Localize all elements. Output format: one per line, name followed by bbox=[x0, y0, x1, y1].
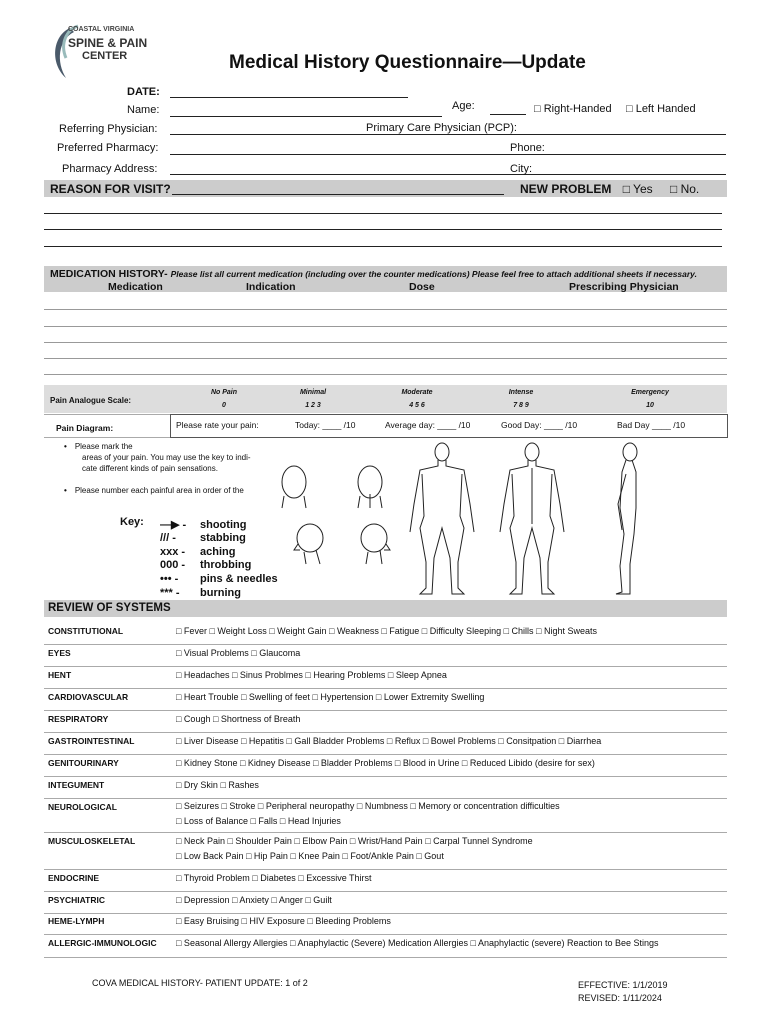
new-problem-yes-checkbox[interactable]: □ Yes bbox=[622, 182, 653, 196]
key-row-aching bbox=[160, 546, 235, 558]
pharmacy-address-field[interactable] bbox=[170, 174, 726, 175]
pain-level-minimal bbox=[273, 389, 353, 409]
ros-line: □ Seizures □ Stroke □ Peripheral neuropathy □ Numbness □ Memory or concentration difficulties bbox=[176, 801, 560, 811]
ros-options[interactable] bbox=[176, 690, 484, 705]
pain-diagram-label: Pain Diagram: bbox=[56, 423, 114, 433]
body-back-icon bbox=[500, 443, 564, 594]
pain-level-nums: 1 2 3 bbox=[305, 402, 321, 409]
ros-category: MUSCULOSKELETAL bbox=[48, 836, 136, 846]
medication-instruction: Please list all current medication (including over the counter medications) Please feel free to attach additional sheets if necessary. bbox=[170, 269, 697, 279]
med-col-indication: Indication bbox=[246, 281, 296, 293]
ros-options[interactable] bbox=[176, 712, 300, 727]
ros-line: □ Neck Pain □ Shoulder Pain □ Elbow Pain □ Wrist/Hand Pain □ Carpal Tunnel Syndrome bbox=[176, 836, 533, 846]
ros-options[interactable] bbox=[176, 914, 391, 929]
ros-line: □ Heart Trouble □ Swelling of feet □ Hypertension □ Lower Extremity Swelling bbox=[176, 692, 485, 702]
ros-band bbox=[44, 600, 727, 617]
pain-level-name: No Pain bbox=[210, 389, 238, 396]
key-text: stabbing bbox=[200, 532, 246, 544]
ros-options[interactable] bbox=[176, 871, 372, 886]
key-row-throbbing bbox=[160, 559, 251, 571]
ros-row-hent bbox=[44, 667, 727, 689]
ros-options[interactable] bbox=[176, 756, 595, 771]
ros-row-eyes bbox=[44, 645, 727, 667]
pain-scale-band bbox=[44, 385, 727, 413]
pain-good-day-field[interactable]: Good Day: ____ /10 bbox=[501, 420, 578, 430]
ros-row-integument bbox=[44, 777, 727, 799]
name-label: Name: bbox=[127, 104, 160, 116]
key-text: pins & needles bbox=[200, 573, 278, 585]
pain-level-intense bbox=[481, 389, 561, 409]
logo-line3: CENTER bbox=[82, 50, 128, 62]
new-problem-label: NEW PROBLEM bbox=[520, 182, 612, 196]
ros-options[interactable] bbox=[176, 799, 560, 829]
ros-line: □ Cough □ Shortness of Breath bbox=[176, 714, 301, 724]
reason-line-3[interactable] bbox=[44, 246, 722, 247]
ros-line: □ Visual Problems □ Glaucoma bbox=[176, 648, 301, 658]
ros-row-endocrine bbox=[44, 870, 727, 892]
head-front-icon bbox=[282, 466, 306, 508]
medication-row[interactable] bbox=[44, 358, 727, 359]
ros-line: □ Fever □ Weight Loss □ Weight Gain □ Weakness □ Fatigue □ Difficulty Sleeping □ Chills □ Night Sweats bbox=[176, 626, 597, 636]
age-label: Age: bbox=[452, 100, 475, 112]
date-field[interactable] bbox=[170, 97, 408, 98]
med-col-medication: Medication bbox=[108, 281, 163, 293]
ros-row-heme-lymph bbox=[44, 913, 727, 935]
ros-line: □ Thyroid Problem □ Diabetes □ Excessive Thirst bbox=[176, 873, 372, 883]
pain-level-nums: 10 bbox=[646, 402, 654, 409]
pain-level-nums: 0 bbox=[222, 402, 226, 409]
pain-level-nums: 7 8 9 bbox=[513, 402, 529, 409]
pain-rate-label: Please rate your pain: bbox=[176, 420, 259, 430]
med-col-dose: Dose bbox=[409, 281, 435, 293]
key-text: aching bbox=[200, 546, 236, 558]
pain-average-field[interactable]: Average day: ____ /10 bbox=[385, 420, 471, 430]
key-row-stabbing bbox=[160, 532, 246, 544]
city-label: City: bbox=[510, 163, 532, 175]
new-problem-group bbox=[520, 182, 699, 196]
referring-physician-field[interactable] bbox=[170, 134, 726, 135]
body-front-icon bbox=[410, 443, 474, 594]
key-text: throbbing bbox=[200, 559, 252, 571]
body-side-icon bbox=[616, 443, 637, 594]
key-text: burning bbox=[200, 587, 241, 599]
page-title: Medical History Questionnaire—Update bbox=[229, 52, 586, 73]
medication-row[interactable] bbox=[44, 326, 727, 327]
ros-options[interactable] bbox=[176, 936, 659, 951]
key-label: Key: bbox=[120, 516, 144, 528]
key-symbol: xxx - bbox=[160, 546, 186, 558]
ros-options[interactable] bbox=[176, 893, 332, 908]
reason-line-1[interactable] bbox=[44, 213, 722, 214]
ros-row-musculoskeletal bbox=[44, 833, 727, 870]
ros-options[interactable] bbox=[176, 834, 533, 864]
key-row-burning bbox=[160, 587, 241, 599]
key-symbol: —▶ - bbox=[160, 519, 187, 531]
pain-level-name: Moderate bbox=[401, 389, 433, 396]
ros-category: EYES bbox=[48, 648, 71, 658]
pain-level-name: Emergency bbox=[631, 389, 669, 396]
age-field[interactable] bbox=[490, 114, 526, 115]
pain-level-moderate bbox=[377, 389, 457, 409]
reason-line-2[interactable] bbox=[44, 229, 722, 230]
pain-level-name: Minimal bbox=[299, 389, 327, 396]
phone-label: Phone: bbox=[510, 142, 545, 154]
pharmacy-label: Preferred Pharmacy: bbox=[57, 142, 159, 154]
pain-instruction-2-text: Please number each painful area in order of the bbox=[74, 486, 244, 495]
date-label: DATE: bbox=[127, 86, 160, 98]
reason-field[interactable] bbox=[172, 194, 504, 195]
pain-rate-box bbox=[170, 414, 728, 438]
logo-line2: SPINE & PAIN bbox=[68, 36, 148, 50]
medication-title-text: MEDICATION HISTORY- bbox=[50, 268, 168, 280]
logo-line1: COASTAL VIRGINIA bbox=[68, 26, 135, 33]
right-handed-checkbox[interactable]: □ Right-Handed bbox=[534, 103, 612, 115]
medication-row[interactable] bbox=[44, 374, 727, 375]
medication-band bbox=[44, 266, 727, 292]
medication-row[interactable] bbox=[44, 309, 727, 310]
key-symbol: *** - bbox=[160, 587, 180, 599]
ros-row-neurological bbox=[44, 799, 727, 833]
ros-category: NEUROLOGICAL bbox=[48, 802, 117, 812]
ros-title: REVIEW OF SYSTEMS bbox=[48, 602, 171, 614]
head-back-icon bbox=[358, 466, 382, 508]
ros-category: CARDIOVASCULAR bbox=[48, 692, 129, 702]
ros-options[interactable] bbox=[176, 668, 447, 683]
ros-category: RESPIRATORY bbox=[48, 714, 109, 724]
ros-line: □ Seasonal Allergy Allergies □ Anaphylactic (Severe) Medication Allergies □ Anaphylactic (severe) Reaction to Bee Stings bbox=[176, 938, 659, 948]
ros-line: □ Depression □ Anxiety □ Anger □ Guilt bbox=[176, 895, 332, 905]
pain-instruction-2: • Please number each painful area in order of the bbox=[64, 486, 244, 495]
ros-row-cardiovascular bbox=[44, 689, 727, 711]
body-diagram[interactable] bbox=[270, 438, 710, 598]
key-symbol: 000 - bbox=[160, 559, 186, 571]
ros-line: □ Low Back Pain □ Hip Pain □ Knee Pain □ Foot/Ankle Pain □ Gout bbox=[176, 851, 444, 861]
medication-row[interactable] bbox=[44, 342, 727, 343]
ros-options[interactable] bbox=[176, 734, 601, 749]
footer-effective: EFFECTIVE: 1/1/2019 bbox=[578, 980, 668, 990]
ros-options[interactable] bbox=[176, 646, 300, 661]
ros-row-genitourinary bbox=[44, 755, 727, 777]
pain-instruction-1-l3: cate different kinds of pain sensations. bbox=[82, 464, 218, 473]
logo bbox=[48, 22, 148, 84]
pcp-label: Primary Care Physician (PCP): bbox=[366, 122, 517, 134]
ros-row-respiratory bbox=[44, 711, 727, 733]
pharmacy-address-label: Pharmacy Address: bbox=[62, 163, 158, 175]
referring-physician-label: Referring Physician: bbox=[59, 123, 158, 135]
ros-options[interactable] bbox=[176, 778, 259, 793]
left-handed-checkbox[interactable]: □ Left Handed bbox=[626, 103, 696, 115]
footer-left: COVA MEDICAL HISTORY- PATIENT UPDATE: 1 of 2 bbox=[92, 978, 308, 988]
pain-scale-label: Pain Analogue Scale: bbox=[50, 396, 132, 405]
pain-level-no-pain bbox=[184, 389, 264, 409]
head-right-side-icon bbox=[361, 524, 390, 564]
new-problem-no-checkbox[interactable]: □ No. bbox=[669, 182, 700, 196]
ros-line: □ Liver Disease □ Hepatitis □ Gall Bladder Problems □ Reflux □ Bowel Problems □ Consitpation □ Diarrhea bbox=[176, 736, 602, 746]
name-field[interactable] bbox=[170, 116, 442, 117]
key-symbol: /// - bbox=[160, 532, 176, 544]
ros-row-psychiatric bbox=[44, 892, 727, 914]
ros-category: GASTROINTESTINAL bbox=[48, 736, 135, 746]
head-left-side-icon bbox=[294, 524, 323, 564]
pain-level-name: Intense bbox=[508, 389, 534, 396]
key-text: shooting bbox=[200, 519, 247, 531]
footer-revised: REVISED: 1/11/2024 bbox=[578, 993, 662, 1003]
ros-category: INTEGUMENT bbox=[48, 780, 105, 790]
key-row-pins-needles bbox=[160, 573, 278, 585]
ros-line: □ Loss of Balance □ Falls □ Head Injuries bbox=[176, 816, 341, 826]
ros-row-constitutional bbox=[44, 623, 727, 645]
pain-instruction-1-l1: Please mark the bbox=[74, 442, 133, 451]
pain-level-emergency bbox=[610, 389, 690, 409]
pain-bad-day-field[interactable]: Bad Day ____ /10 bbox=[617, 420, 686, 430]
pharmacy-field[interactable] bbox=[170, 154, 726, 155]
ros-line: □ Headaches □ Sinus Problmes □ Hearing Problems □ Sleep Apnea bbox=[176, 670, 447, 680]
ros-options[interactable] bbox=[176, 624, 597, 639]
medication-title bbox=[50, 268, 697, 280]
key-symbol: ••• - bbox=[160, 573, 179, 585]
pain-rate-row bbox=[44, 414, 727, 438]
ros-category: CONSTITUTIONAL bbox=[48, 626, 124, 636]
pain-instruction-1-l2: areas of your pain. You may use the key to indi- bbox=[82, 453, 251, 462]
key-row-shooting bbox=[160, 518, 246, 531]
reason-label: REASON FOR VISIT? bbox=[50, 182, 171, 196]
ros-category: ALLERGIC-IMMUNOLOGIC bbox=[48, 938, 157, 948]
reason-band bbox=[44, 180, 727, 197]
ros-row-allergic-immunologic bbox=[44, 935, 727, 958]
ros-category: PSYCHIATRIC bbox=[48, 895, 105, 905]
ros-line: □ Kidney Stone □ Kidney Disease □ Bladder Problems □ Blood in Urine □ Reduced Libido (desire for sex) bbox=[176, 758, 595, 768]
med-col-physician: Prescribing Physician bbox=[569, 281, 679, 293]
ros-category: GENITOURINARY bbox=[48, 758, 119, 768]
ros-category: HENT bbox=[48, 670, 72, 680]
ros-line: □ Easy Bruising □ HIV Exposure □ Bleeding Problems bbox=[176, 916, 391, 926]
pain-today-field[interactable]: Today: ____ /10 bbox=[295, 420, 356, 430]
ros-line: □ Dry Skin □ Rashes bbox=[176, 780, 259, 790]
ros-row-gastrointestinal bbox=[44, 733, 727, 755]
pain-instruction-1: • Please mark the areas of your pain. You may use the key to indi- cate different kinds of pain sensations. bbox=[64, 441, 274, 474]
ros-category: HEME-LYMPH bbox=[48, 916, 105, 926]
ros-category: ENDOCRINE bbox=[48, 873, 100, 883]
pain-level-nums: 4 5 6 bbox=[409, 402, 425, 409]
